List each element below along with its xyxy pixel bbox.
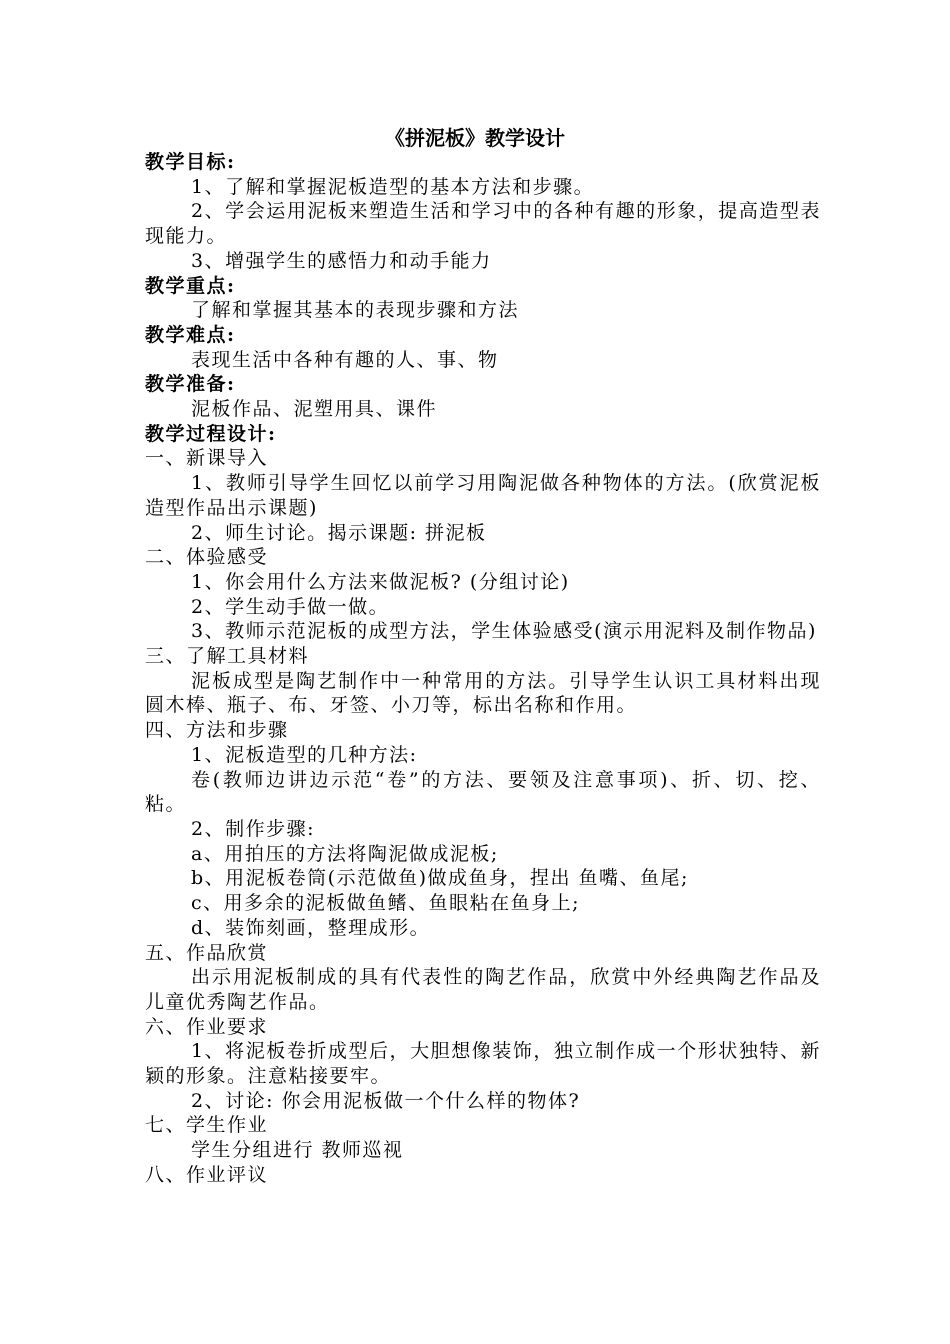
text-line: 1、泥板造型的几种方法: [191,743,418,766]
text-line: 3、增强学生的感悟力和动手能力 [191,249,492,272]
section-heading: 教学过程设计: [145,422,277,445]
text-line: 2、学生动手做一做。 [191,595,390,618]
section-heading: 教学重点: [145,274,236,297]
section-heading: 教学目标: [145,151,236,173]
document-body [145,150,821,1188]
text-line: 六、作业要求 [145,1015,269,1038]
text-line: 2、学会运用泥板来塑造生活和学习中的各种有趣的形象，提高造型表现能力。 [145,200,821,248]
text-line: 1、了解和掌握泥板造型的基本方法和步骤。 [191,175,595,198]
text-line: 了解和掌握其基本的表现步骤和方法 [191,299,520,322]
document-title: 《拼泥板》教学设计 [385,126,565,150]
text-line: 一、新课导入 [145,447,269,470]
text-line: 八、作业评议 [145,1163,269,1186]
section-heading: 教学准备: [145,373,236,396]
text-line: 2、制作步骤: [191,817,315,840]
text-line: b、用泥板卷筒(示范做鱼)做成鱼身，捏出 鱼嘴、鱼尾; [191,867,689,890]
text-line: 1、你会用什么方法来做泥板? (分组讨论) [191,570,570,593]
text-line: 泥板作品、泥塑用具、课件 [191,398,438,421]
section-heading: 教学难点: [145,323,236,346]
text-line: 2、师生讨论。揭示课题: 拼泥板 [191,521,487,544]
text-line: 三、了解工具材料 [145,645,310,668]
text-line: a、用拍压的方法将陶泥做成泥板; [191,842,499,865]
text-line: 出示用泥板制成的具有代表性的陶艺作品，欣赏中外经典陶艺作品及儿童优秀陶艺作品。 [145,966,821,1013]
text-line: 1、教师引导学生回忆以前学习用陶泥做各种物体的方法。(欣赏泥板造型作品出示课题) [145,472,821,519]
text-line: 卷(教师边讲边示范“卷”的方法、要领及注意事项)、折、切、挖、粘。 [145,768,821,816]
text-line: 七、学生作业 [145,1114,269,1137]
text-line: 五、作品欣赏 [145,941,269,964]
text-line: 3、教师示范泥板的成型方法，学生体验感受(演示用泥料及制作物品) [191,620,817,643]
text-line: 学生分组进行 教师巡视 [191,1139,404,1162]
text-line: 泥板成型是陶艺制作中一种常用的方法。引导学生认识工具材料出现圆木棒、瓶子、布、牙签、小刀等，标出名称和作用。 [145,669,821,717]
text-line: d、装饰刻画，整理成形。 [191,916,431,939]
text-line: 1、将泥板卷折成型后，大胆想像装饰，独立制作成一个形状独特、新颖的形象。注意粘接要牢。 [145,1040,821,1088]
text-line: 二、体验感受 [145,546,269,569]
text-line: c、用多余的泥板做鱼鳍、鱼眼粘在鱼身上; [191,892,581,915]
text-line: 四、方法和步骤 [145,719,289,742]
text-line: 2、讨论: 你会用泥板做一个什么样的物体? [191,1089,581,1112]
text-line: 表现生活中各种有趣的人、事、物 [191,348,499,371]
